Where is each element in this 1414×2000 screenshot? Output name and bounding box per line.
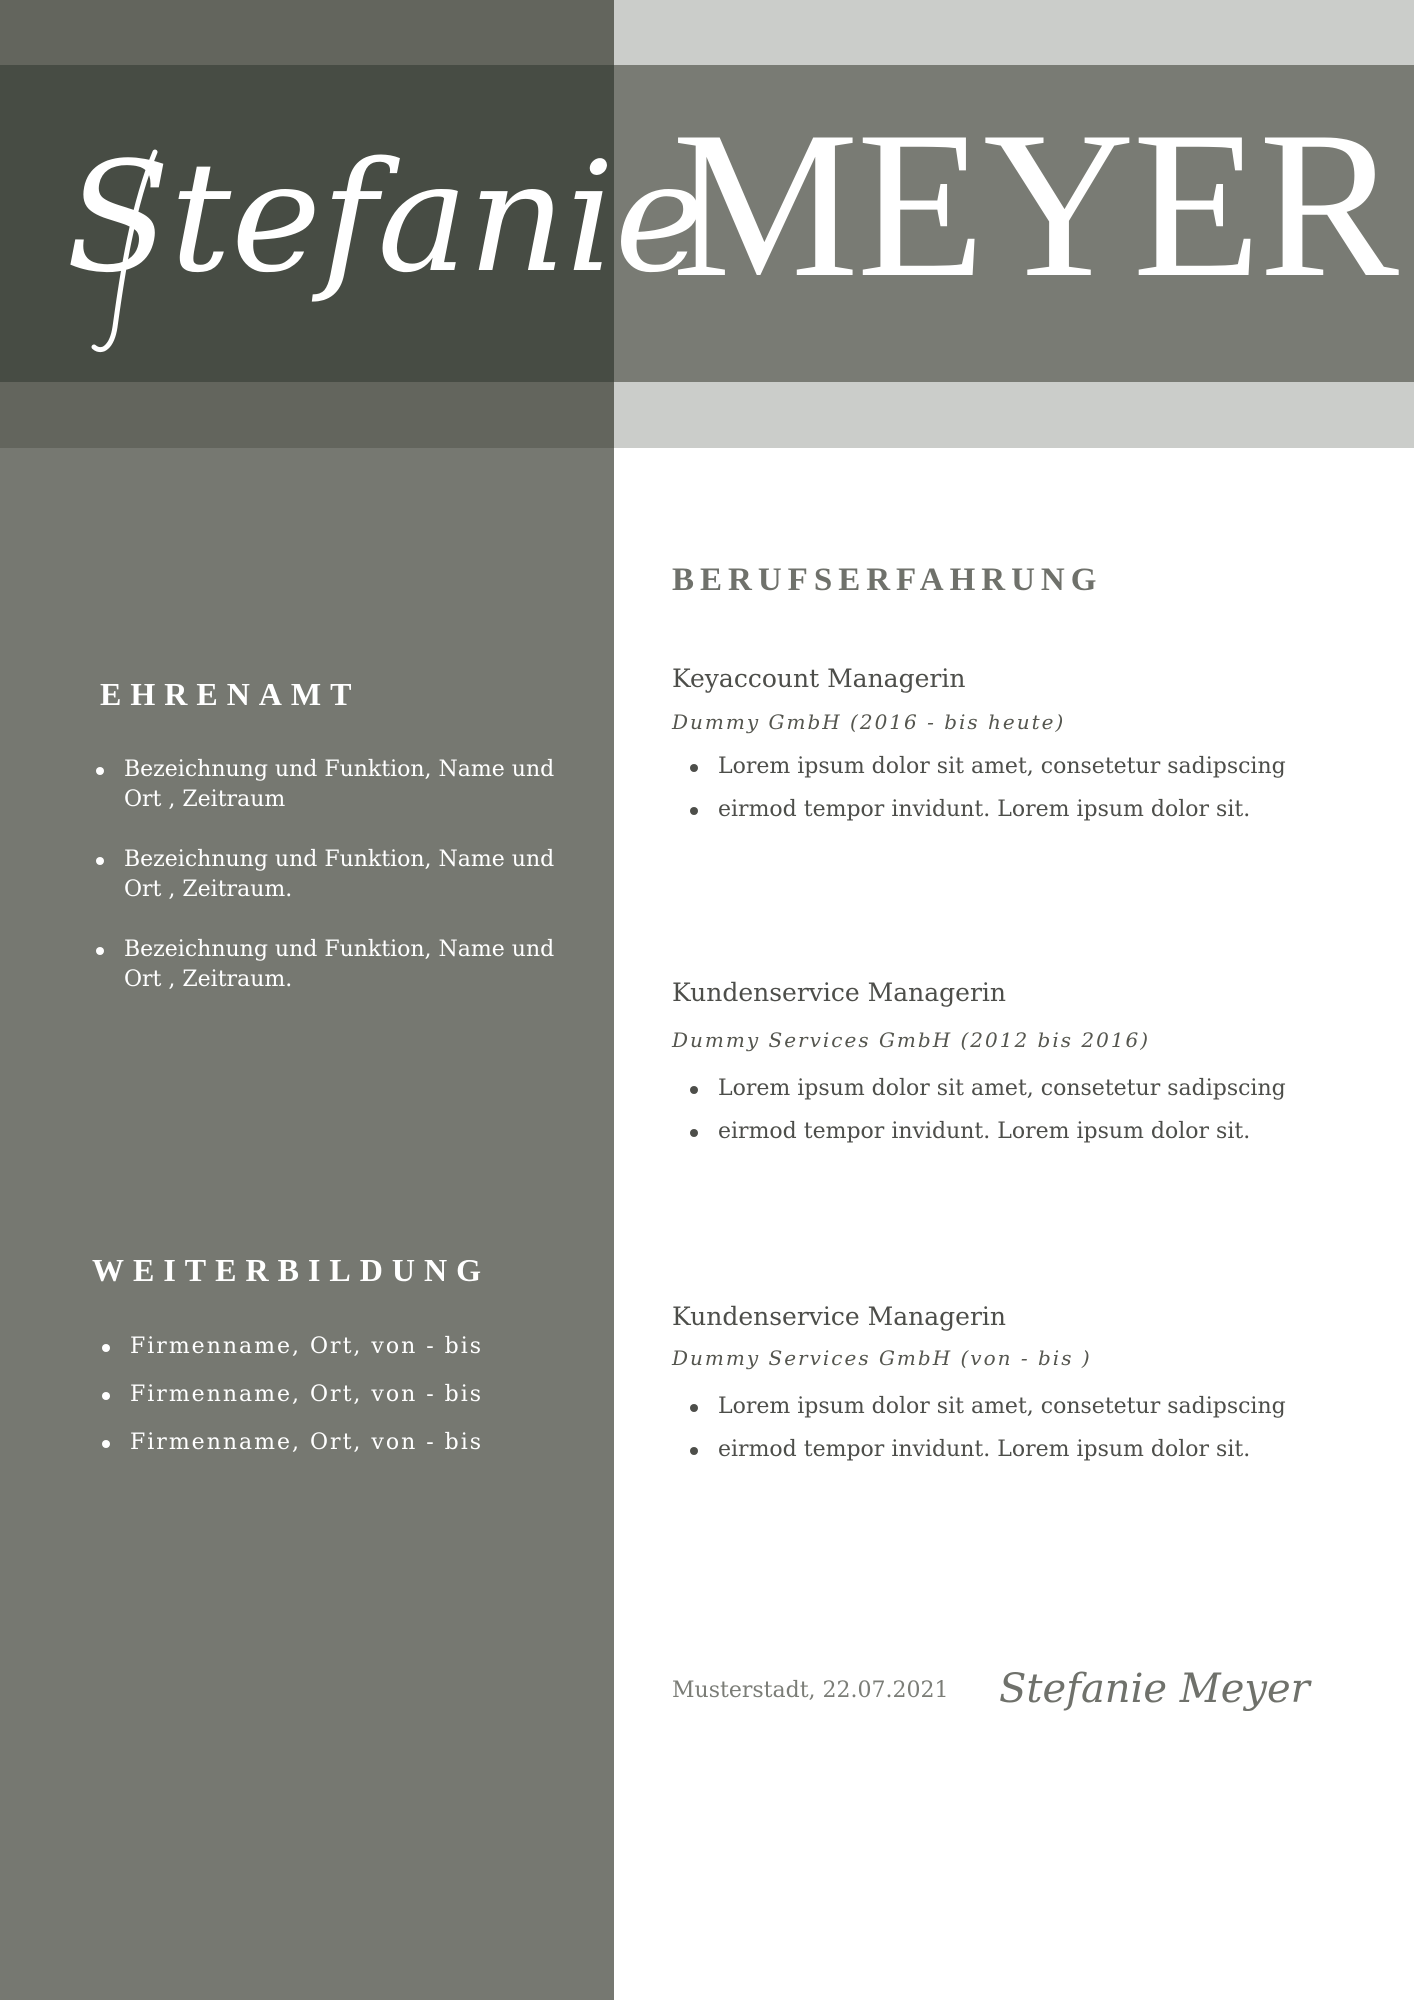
berufserfahrung-heading: BERUFSERFAHRUNG [672,562,1103,598]
job-bullet: eirmod tempor invidunt. Lorem ipsum dolor sit. [672,1435,1352,1465]
job-bullets [672,1074,1352,1147]
signature-text: Stefanie Meyer [999,1666,1310,1712]
ehrenamt-item: Bezeichnung und Funktion, Name und Ort , Zeitraum. [96,845,576,905]
job-entry [672,1302,1352,1478]
place-date: Musterstadt, 22.07.2021 [672,1678,949,1703]
ehrenamt-item: Bezeichnung und Funktion, Name und Ort , Zeitraum. [96,935,576,995]
job-company: Dummy Services GmbH (von - bis ) [672,1346,1092,1370]
weiterbildung-item: Firmenname, Ort, von - bis [102,1428,562,1458]
job-title: Kundenservice Managerin [672,1302,1007,1331]
ehrenamt-list [96,755,576,1025]
job-company: Dummy Services GmbH (2012 bis 2016) [672,1028,1151,1052]
job-entry [672,978,1352,1160]
ehrenamt-item: Bezeichnung und Funktion, Name und Ort , Zeitraum [96,755,576,815]
weiterbildung-item: Firmenname, Ort, von - bis [102,1380,562,1410]
job-entry [672,664,1352,838]
weiterbildung-heading: WEITERBILDUNG [92,1252,490,1288]
first-name-script [60,92,705,362]
job-bullets [672,752,1352,825]
first-name: Stefanie [66,129,705,306]
job-bullet: Lorem ipsum dolor sit amet, consetetur sadipscing [672,1392,1352,1422]
weiterbildung-item: Firmenname, Ort, von - bis [102,1332,562,1362]
job-bullet: Lorem ipsum dolor sit amet, consetetur sadipscing [672,752,1352,782]
job-bullet: Lorem ipsum dolor sit amet, consetetur sadipscing [672,1074,1352,1104]
job-bullets [672,1392,1352,1465]
job-bullet: eirmod tempor invidunt. Lorem ipsum dolor sit. [672,795,1352,825]
signature [995,1650,1310,1730]
job-title: Keyaccount Managerin [672,664,966,693]
job-title: Kundenservice Managerin [672,978,1007,1007]
job-bullet: eirmod tempor invidunt. Lorem ipsum dolor sit. [672,1117,1352,1147]
weiterbildung-list [102,1332,562,1476]
ehrenamt-heading: EHRENAMT [100,676,361,712]
job-company: Dummy GmbH (2016 - bis heute) [672,710,1066,734]
last-name: MEYER [672,89,1397,321]
